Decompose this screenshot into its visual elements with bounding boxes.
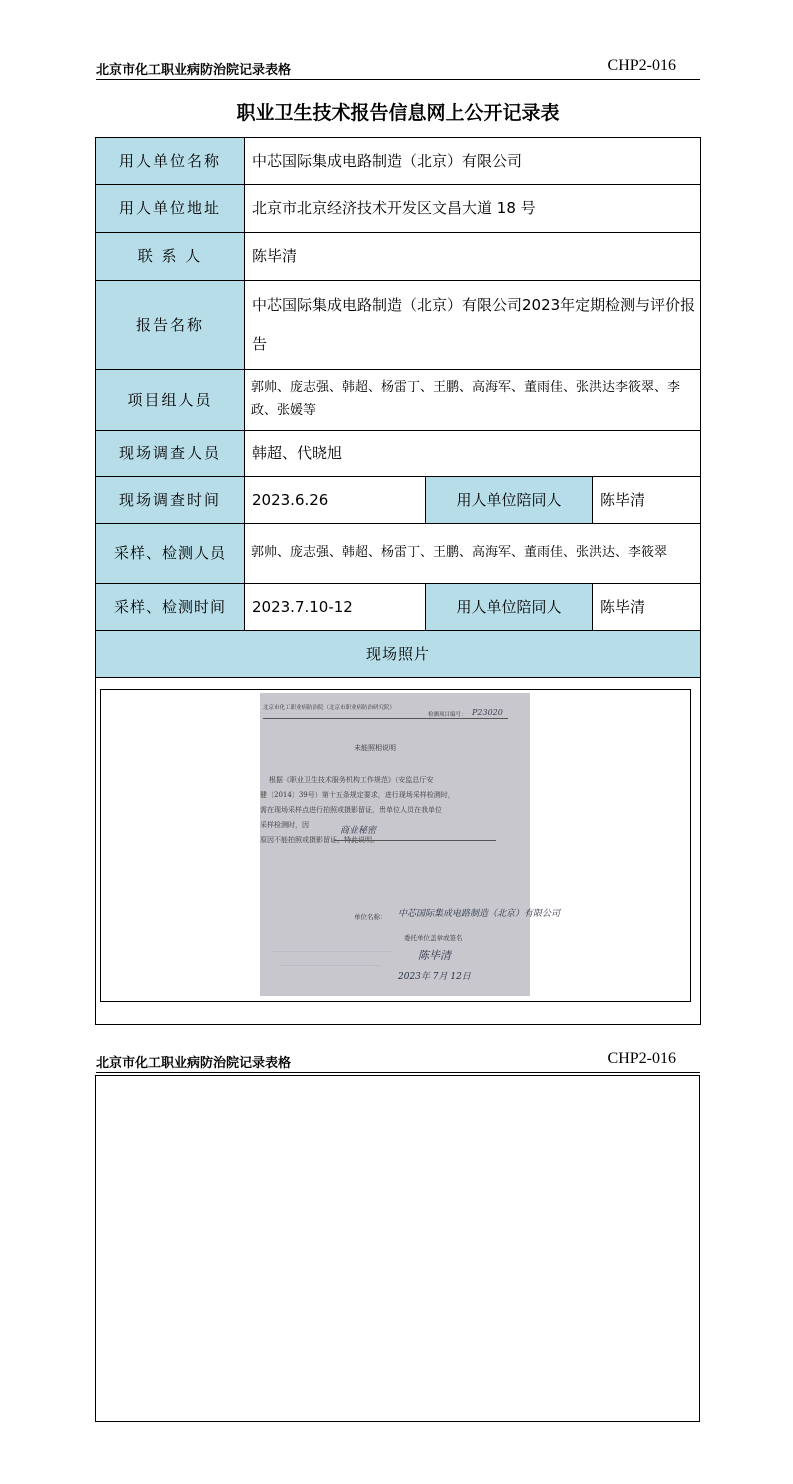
photo-stamp-note: 委托单位盖章或签名 bbox=[404, 934, 463, 942]
team-label: 项目组人员 bbox=[96, 370, 245, 431]
photo-cell bbox=[96, 678, 701, 1025]
table-row bbox=[96, 431, 701, 477]
team-value: 郭帅、庞志强、韩超、杨雷丁、王鹏、高海军、董雨佳、张洪达李筱翠、李政、张媛等 bbox=[245, 370, 701, 431]
escort-value: 陈毕清 bbox=[593, 584, 701, 631]
survey-time-label: 现场调查时间 bbox=[96, 477, 245, 524]
table-row bbox=[96, 584, 701, 631]
table-row bbox=[96, 138, 701, 185]
table-row bbox=[96, 678, 701, 1025]
contact-label: 联 系 人 bbox=[96, 233, 245, 281]
table-row bbox=[96, 233, 701, 281]
photo-underline bbox=[334, 840, 496, 841]
employer-address-label: 用人单位地址 bbox=[96, 185, 245, 233]
survey-staff-value: 韩超、代晓旭 bbox=[245, 431, 701, 477]
page-header bbox=[96, 57, 700, 80]
photo-date: 2023年 7月 12日 bbox=[398, 972, 471, 982]
photo-sign-value: 中芯国际集成电路制造（北京）有限公司 bbox=[398, 909, 561, 919]
photo-signer: 陈毕清 bbox=[418, 949, 451, 962]
photos-section-label: 现场照片 bbox=[96, 631, 701, 678]
photo-header-right: 检测项目编号： bbox=[428, 712, 467, 718]
employer-name-label: 用人单位名称 bbox=[96, 138, 245, 185]
escort-value: 陈毕清 bbox=[593, 477, 701, 524]
report-name-value: 中芯国际集成电路制造（北京）有限公司2023年定期检测与评价报告 bbox=[245, 281, 701, 370]
record-table bbox=[95, 137, 701, 1025]
organization-name: 北京市化工职业病防治院记录表格 bbox=[96, 63, 292, 78]
photo-header-left: 北京市化工职业病防治院（北京市职业病防治研究院） bbox=[263, 705, 396, 711]
sampling-time-label: 采样、检测时间 bbox=[96, 584, 245, 631]
photo-handwritten-reason: 商业秘密 bbox=[340, 826, 377, 836]
sampling-time-value: 2023.7.10-12 bbox=[245, 584, 426, 631]
employer-address-value: 北京市北京经济技术开发区文昌大道 18 号 bbox=[245, 185, 701, 233]
photo-divider bbox=[263, 718, 508, 719]
survey-staff-label: 现场调查人员 bbox=[96, 431, 245, 477]
form-code: CHP2-016 bbox=[607, 57, 676, 74]
form-title: 职业卫生技术报告信息网上公开记录表 bbox=[236, 102, 560, 124]
photo-bleed-through bbox=[272, 951, 392, 953]
photo-bleed-through bbox=[280, 965, 380, 967]
page-header bbox=[96, 1050, 700, 1073]
employer-name-value: 中芯国际集成电路制造（北京）有限公司 bbox=[245, 138, 701, 185]
sampling-staff-label: 采样、检测人员 bbox=[96, 524, 245, 584]
table-row bbox=[96, 477, 701, 524]
escort-label: 用人单位陪同人 bbox=[426, 477, 593, 524]
sampling-staff-value: 郭帅、庞志强、韩超、杨雷丁、王鹏、高海军、董雨佳、张洪达、李筱翠 bbox=[245, 524, 701, 584]
form-code: CHP2-016 bbox=[607, 1050, 676, 1067]
site-photo bbox=[260, 693, 561, 996]
organization-name: 北京市化工职业病防治院记录表格 bbox=[96, 1056, 292, 1071]
escort-label: 用人单位陪同人 bbox=[426, 584, 593, 631]
contact-value: 陈毕清 bbox=[245, 233, 701, 281]
photo-frame bbox=[100, 689, 691, 1002]
report-name-label: 报告名称 bbox=[96, 281, 245, 370]
page-2-empty-box bbox=[95, 1075, 700, 1422]
survey-time-value: 2023.6.26 bbox=[245, 477, 426, 524]
table-row bbox=[96, 281, 701, 370]
photo-body-text: 根据《职业卫生技术服务机构工作规范》（安监总厅安 健〔2014〕39号）第十五条规定要求，进行现场采样检测时， 需在现场采样点进行拍照或摄影留证，贵单位人员在我单位 采样检测时，因 原因不能拍照或摄影留证，特此说明。 bbox=[260, 776, 455, 844]
table-row bbox=[96, 185, 701, 233]
table-row bbox=[96, 524, 701, 584]
table-row bbox=[96, 631, 701, 678]
photo-doc-title: 未能照相说明 bbox=[354, 744, 396, 752]
table-row bbox=[96, 370, 701, 431]
photo-project-code: P23020 bbox=[472, 708, 503, 717]
photo-sign-label: 单位名称： bbox=[354, 913, 387, 921]
